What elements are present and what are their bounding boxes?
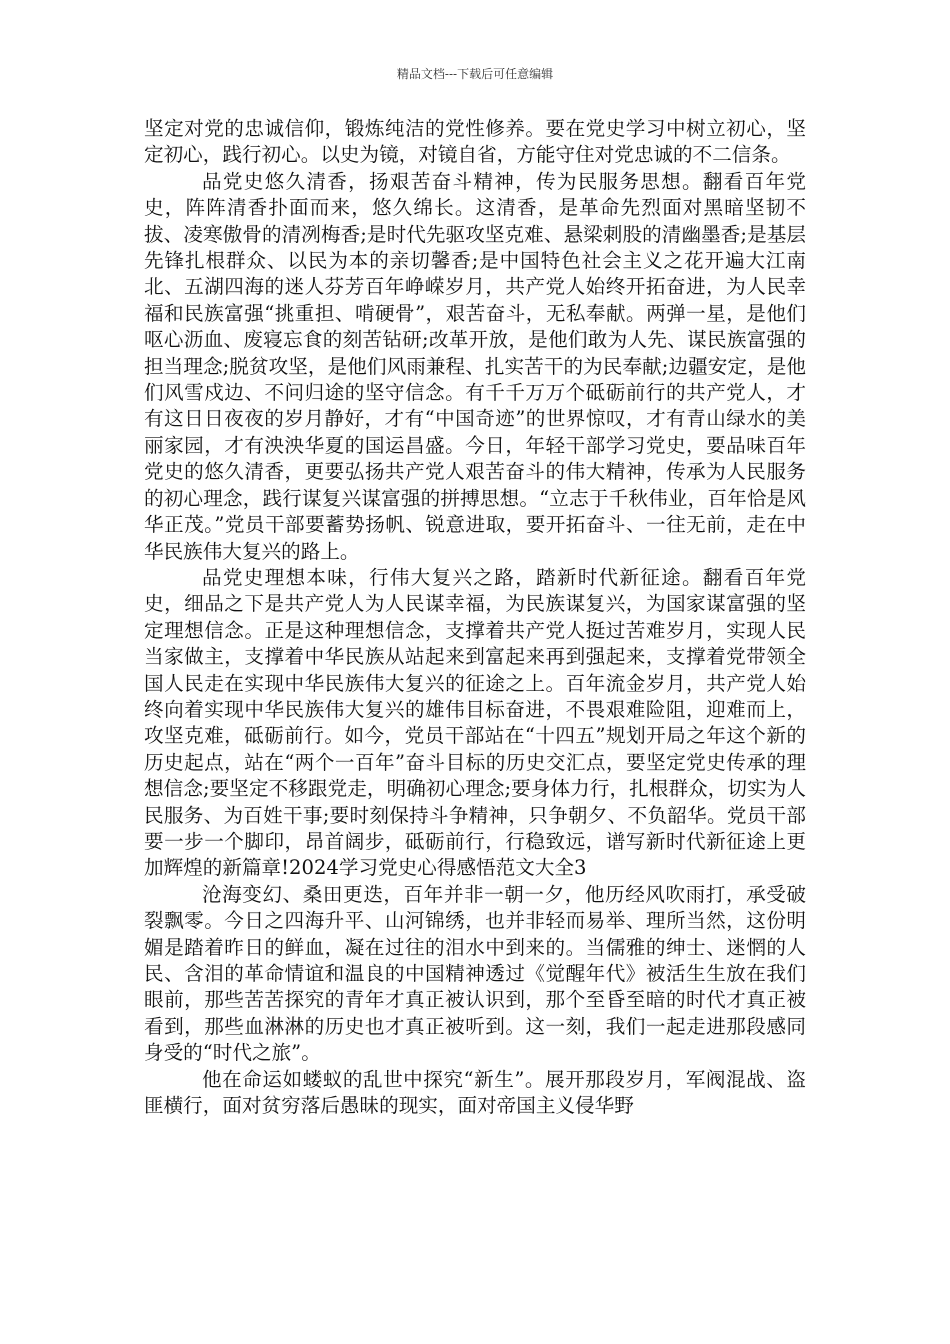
paragraph-1: 坚定对党的忠诚信仰，锻炼纯洁的党性修养。要在党史学习中树立初心，坚定初心，践行初心。以史为镜，对镜自省，方能守住对党忠诚的不二信条。 — [144, 117, 806, 167]
page-header: 精品文档---下载后可任意编辑 — [396, 67, 554, 81]
paragraph-2: 品党史悠久清香，扬艰苦奋斗精神，传为民服务思想。翻看百年党史，阵阵清香扑面而来，悠久绵长。这清香，是革命先烈面对黑暗坚韧不拔、凌寒傲骨的清冽梅香;是时代先驱攻坚克难、悬梁刺股的清幽墨香;是基层先锋扎根群众、以民为本的亲切馨香;是中国特色社会主义之花开遍大江南北、五湖四海的迷人芬芳百年峥嵘岁月，共产党人始终开拓奋进，为人民幸福和民族富强“挑重担、啃硬骨”，艰苦奋斗，无私奉献。两弹一星，是他们呕心沥血、废寝忘食的刻苦钻研;改革开放，是他们敢为人先、谋民族富强的担当理念;脱贫攻坚，是他们风雨兼程、扎实苦干的为民奉献;边疆安定，是他们风雪戍边、不问归途的坚守信念。有千千万万个砥砺前行的共产党人，才有这日日夜夜的岁月静好，才有“中国奇迹”的世界惊叹，才有青山绿水的美丽家园，才有泱泱华夏的国运昌盛。今日，年轻干部学习党史，要品味百年党史的悠久清香，更要弘扬共产党人艰苦奋斗的伟大精神，传承为人民服务的初心理念，践行谋复兴谋富强的拼搏思想。“立志于千秋伟业，百年恰是风华正茂。”党员干部要蓄势扬帆、锐意进取，要开拓奋斗、一往无前，走在中华民族伟大复兴的路上。 — [144, 169, 806, 563]
paragraph-3: 品党史理想本味，行伟大复兴之路，踏新时代新征途。翻看百年党史，细品之下是共产党人为人民谋幸福，为民族谋复兴，为国家谋富强的坚定理想信念。正是这种理想信念，支撑着共产党人挺过苦难岁月，实现人民当家做主，支撑着中华民族从站起来到富起来再到强起来，支撑着党带领全国人民走在实现中华民族伟大复兴的征途之上。百年流金岁月，共产党人始终向着实现中华民族伟大复兴的雄伟目标奋进，不畏艰难险阻，迎难而上，攻坚克难，砥砺前行。如今，党员干部站在“十四五”规划开局之年这个新的历史起点，站在“两个一百年”奋斗目标的历史交汇点，要坚定党史传承的理想信念;要坚定不移跟党走，明确初心理念;要身体力行，扎根群众，切实为人民服务、为百姓干事;要时刻保持斗争精神，只争朝夕、不负韶华。党员干部要一步一个脚印，昂首阔步，砥砺前行，行稳致远，谱写新时代新征途上更加辉煌的新篇章!2024学习党史心得感悟范文大全3 — [144, 565, 806, 880]
paragraph-4: 沧海变幻、桑田更迭，百年并非一朝一夕，他历经风吹雨打，承受破裂飘零。今日之四海升平、山河锦绣，也并非轻而易举、理所当然，这份明媚是踏着昨日的鲜血，凝在过往的泪水中到来的。当儒雅的绅士、迷惘的人民、含泪的革命情谊和温良的中国精神透过《觉醒年代》被活生生放在我们眼前，那些苦苦探究的青年才真正被认识到，那个至昏至暗的时代才真正被看到，那些血淋淋的历史也才真正被听到。这一刻，我们一起走进那段感同身受的“时代之旅”。 — [144, 882, 806, 1065]
paragraph-5: 他在命运如蝼蚁的乱世中探究“新生”。展开那段岁月，军阀混战、盗匪横行，面对贫穷落后愚昧的现实，面对帝国主义侵华野 — [144, 1067, 806, 1118]
document-body — [144, 116, 806, 1119]
